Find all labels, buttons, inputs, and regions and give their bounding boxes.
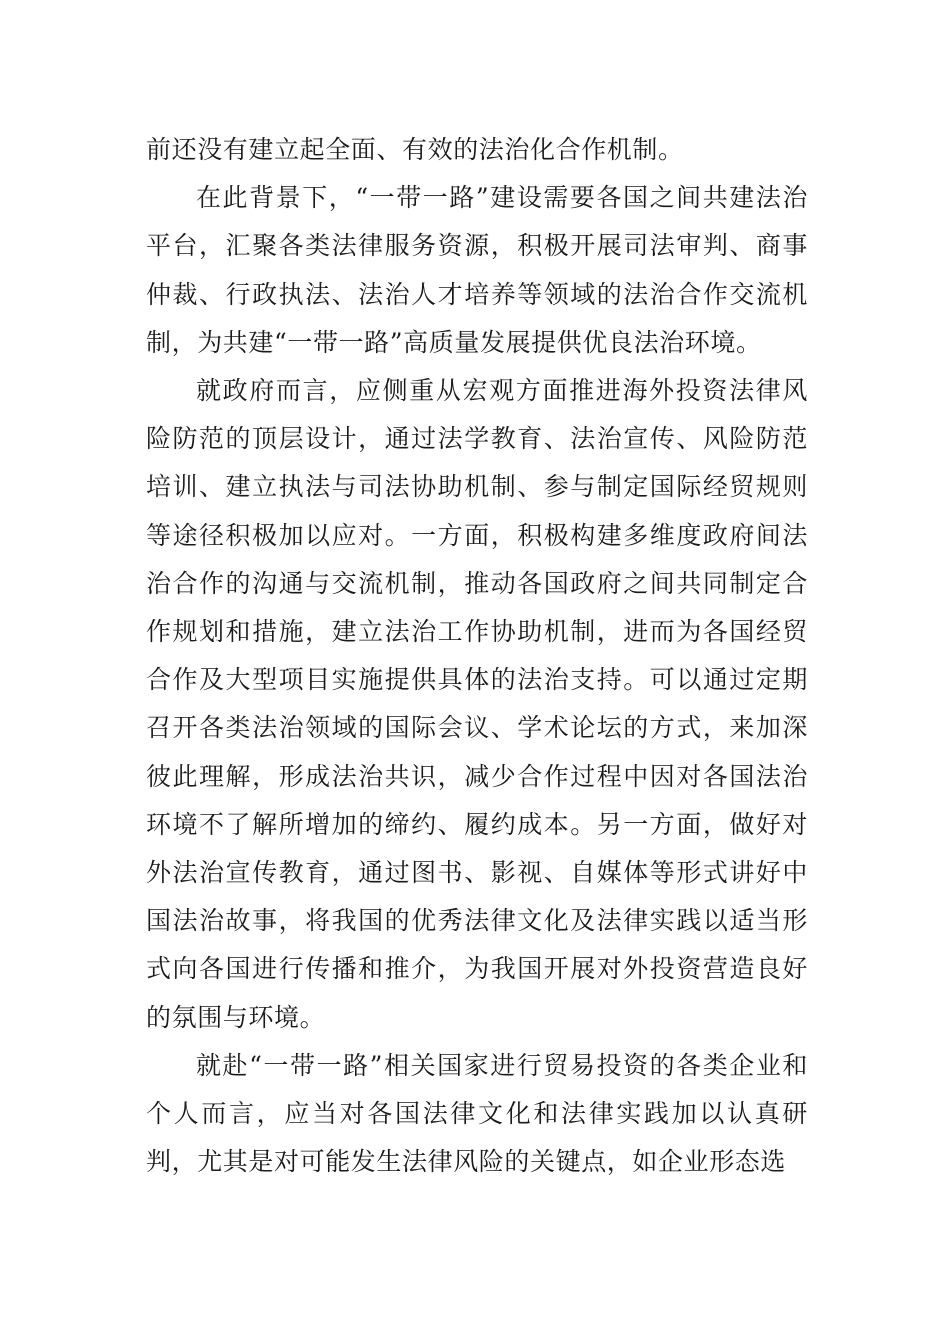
paragraph-enterprises: 就赴“一带一路”相关国家进行贸易投资的各类企业和个人而言，应当对各国法律文化和法律实践加以认真研判，尤其是对可能发生法律风险的关键点，如企业形态选 — [146, 1050, 808, 1177]
paragraph-government: 就政府而言，应侧重从宏观方面推进海外投资法律风险防范的顶层设计，通过法学教育、法治宣传、风险防范培训、建立执法与司法协助机制、参与制定国际经贸规则等途径积极加以应对。一方面，积极构建多维度政府间法治合作的沟通与交流机制，推动各国政府之间共同制定合作规划和措施，建立法治工作协助机制，进而为各国经贸合作及大型项目实施提供具体的法治支持。可以通过定期召开各类法治领域的国际会议、学术论坛的方式，来加深彼此理解，形成法治共识，减少合作过程中因对各国法治环境不了解所增加的缔约、履约成本。另一方面，做好对外法治宣传教育，通过图书、影视、自媒体等形式讲好中国法治故事，将我国的优秀法律文化及法律实践以适当形式向各国进行传播和推介，为我国开展对外投资营造良好的氛围与环境。 — [146, 376, 808, 1032]
paragraph-continuation: 前还没有建立起全面、有效的法治化合作机制。 — [146, 135, 684, 164]
paragraph-background: 在此背景下，“一带一路”建设需要各国之间共建法治平台，汇聚各类法律服务资源，积极开展司法审判、商事仲裁、行政执法、法治人才培养等领域的法治合作交流机制，为共建“一带一路”高质量发展提供优良法治环境。 — [146, 183, 808, 357]
document-body — [146, 126, 808, 1186]
